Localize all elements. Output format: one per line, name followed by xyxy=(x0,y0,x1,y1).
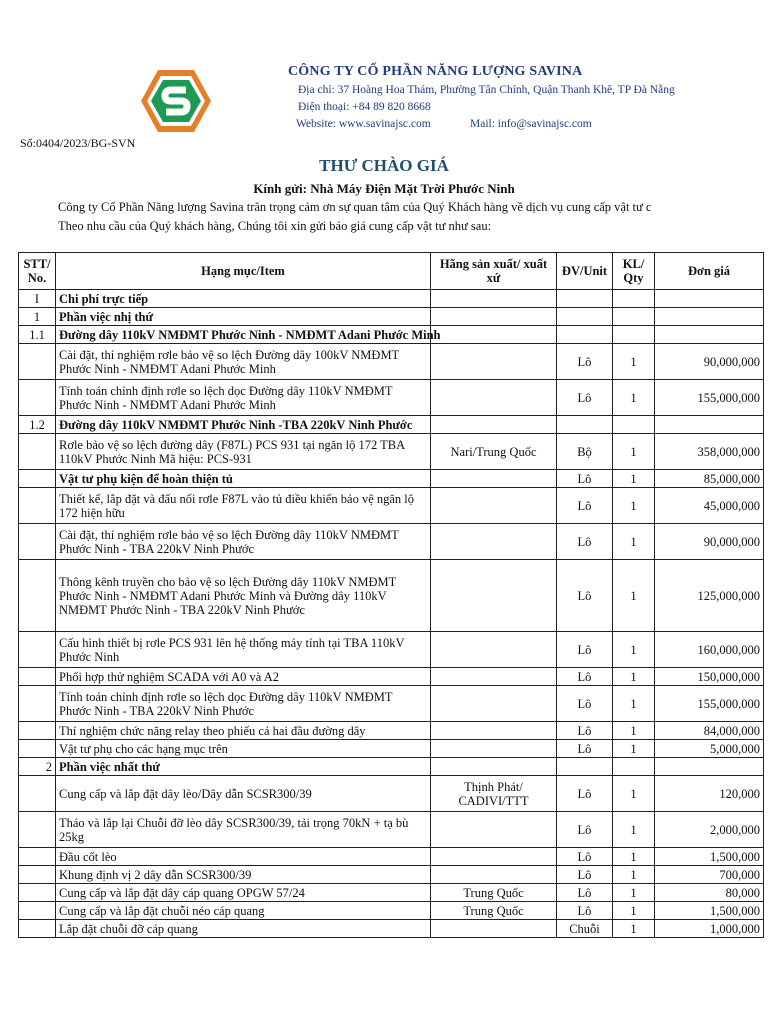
cell-unit: Lô xyxy=(557,884,613,902)
cell-unit: Lô xyxy=(557,488,613,524)
cell-qty xyxy=(613,416,655,434)
cell-qty: 1 xyxy=(613,434,655,470)
header-stt: STT/ No. xyxy=(19,253,56,290)
cell-price: 358,000,000 xyxy=(655,434,764,470)
cell-qty: 1 xyxy=(613,722,655,740)
header-unit: ĐV/Unit xyxy=(557,253,613,290)
cell-qty: 1 xyxy=(613,380,655,416)
cell-maker xyxy=(431,722,557,740)
cell-stt xyxy=(19,686,56,722)
cell-item: Phần việc nhất thứ xyxy=(56,758,431,776)
cell-qty: 1 xyxy=(613,668,655,686)
savina-logo xyxy=(140,68,212,134)
cell-stt xyxy=(19,668,56,686)
cell-item: Khung định vị 2 dây dẫn SCSR300/39 xyxy=(56,866,431,884)
intro-line-1: Công ty Cổ Phần Năng lượng Savina trân trọng cảm ơn sự quan tâm của Quý Khách hàng về dịch vụ cung cấp vật tư c xyxy=(58,200,652,214)
table-row xyxy=(19,290,764,308)
cell-maker xyxy=(431,470,557,488)
cell-stt xyxy=(19,470,56,488)
cell-stt xyxy=(19,722,56,740)
table-row xyxy=(19,866,764,884)
cell-maker xyxy=(431,326,557,344)
cell-unit: Lô xyxy=(557,686,613,722)
table-body xyxy=(19,290,764,938)
cell-maker xyxy=(431,848,557,866)
cell-unit: Lô xyxy=(557,380,613,416)
cell-qty: 1 xyxy=(613,920,655,938)
cell-price xyxy=(655,416,764,434)
cell-maker xyxy=(431,866,557,884)
cell-price: 1,000,000 xyxy=(655,920,764,938)
cell-unit xyxy=(557,290,613,308)
cell-qty: 1 xyxy=(613,902,655,920)
cell-maker xyxy=(431,308,557,326)
document-title: THƯ CHÀO GIÁ xyxy=(319,156,449,175)
cell-qty: 1 xyxy=(613,884,655,902)
cell-stt xyxy=(19,866,56,884)
cell-stt xyxy=(19,380,56,416)
table-row xyxy=(19,668,764,686)
cell-stt: 1.1 xyxy=(19,326,56,344)
cell-maker xyxy=(431,812,557,848)
table-row xyxy=(19,884,764,902)
cell-unit: Lô xyxy=(557,722,613,740)
cell-unit: Lô xyxy=(557,812,613,848)
cell-qty xyxy=(613,290,655,308)
cell-unit: Lô xyxy=(557,902,613,920)
cell-qty: 1 xyxy=(613,740,655,758)
cell-item: Cài đặt, thí nghiệm rơle bảo vệ so lệch Đường dây 110kV NMĐMT Phước Ninh - TBA 220kV Ninh Phước xyxy=(56,524,431,560)
cell-maker xyxy=(431,416,557,434)
cell-qty: 1 xyxy=(613,866,655,884)
cell-qty: 1 xyxy=(613,848,655,866)
table-row xyxy=(19,758,764,776)
cell-price: 84,000,000 xyxy=(655,722,764,740)
cell-item: Đường dây 110kV NMĐMT Phước Ninh - NMĐMT Adani Phước Minh xyxy=(56,326,431,344)
cell-stt xyxy=(19,632,56,668)
cell-maker xyxy=(431,380,557,416)
cell-unit xyxy=(557,758,613,776)
table-row xyxy=(19,722,764,740)
cell-qty: 1 xyxy=(613,812,655,848)
cell-item: Lắp đặt chuỗi đỡ cáp quang xyxy=(56,920,431,938)
cell-unit xyxy=(557,326,613,344)
cell-unit: Lô xyxy=(557,848,613,866)
cell-item: Tháo và lắp lại Chuỗi đỡ lèo dây SCSR300/39, tải trọng 70kN + tạ bù 25kg xyxy=(56,812,431,848)
cell-price: 160,000,000 xyxy=(655,632,764,668)
cell-maker xyxy=(431,344,557,380)
cell-maker xyxy=(431,488,557,524)
cell-qty: 1 xyxy=(613,524,655,560)
document-number: Số:0404/2023/BG-SVN xyxy=(20,136,136,150)
cell-price: 155,000,000 xyxy=(655,380,764,416)
cell-maker xyxy=(431,740,557,758)
cell-stt: 1 xyxy=(19,308,56,326)
cell-price: 90,000,000 xyxy=(655,344,764,380)
cell-price: 45,000,000 xyxy=(655,488,764,524)
cell-item: Thiết kế, lắp đặt và đấu nối rơle F87L vào tủ điều khiển bảo vệ ngăn lộ 172 hiện hữu xyxy=(56,488,431,524)
cell-stt xyxy=(19,434,56,470)
table-row xyxy=(19,902,764,920)
company-name: CÔNG TY CỔ PHẦN NĂNG LƯỢNG SAVINA xyxy=(288,64,583,79)
cell-unit: Lô xyxy=(557,632,613,668)
cell-unit: Lô xyxy=(557,560,613,632)
cell-price: 80,000 xyxy=(655,884,764,902)
cell-price: 1,500,000 xyxy=(655,848,764,866)
cell-qty: 1 xyxy=(613,344,655,380)
cell-maker xyxy=(431,686,557,722)
cell-item: Phần việc nhị thứ xyxy=(56,308,431,326)
company-address: Địa chỉ: 37 Hoàng Hoa Thám, Phường Tân Chính, Quận Thanh Khê, TP Đà Nẵng xyxy=(298,84,675,96)
cell-item: Vật tư phụ cho các hạng mục trên xyxy=(56,740,431,758)
company-phone: Điện thoại: +84 89 820 8668 xyxy=(298,101,431,113)
cell-stt xyxy=(19,488,56,524)
table-row xyxy=(19,848,764,866)
table-row xyxy=(19,776,764,812)
cell-item: Tính toán chỉnh định rơle so lệch dọc Đường dây 110kV NMĐMT Phước Ninh - NMĐMT Adani Phước Minh xyxy=(56,380,431,416)
table-row xyxy=(19,560,764,632)
cell-item: Vật tư phụ kiện để hoàn thiện tủ xyxy=(56,470,431,488)
cell-stt xyxy=(19,920,56,938)
cell-qty: 1 xyxy=(613,632,655,668)
cell-maker xyxy=(431,920,557,938)
cell-item: Cài đặt, thí nghiệm rơle bảo vệ so lệch Đường dây 100kV NMĐMT Phước Ninh - NMĐMT Adani Phước Minh xyxy=(56,344,431,380)
cell-item: Đường dây 110kV NMĐMT Phước Ninh -TBA 220kV Ninh Phước xyxy=(56,416,431,434)
header-price: Đơn giá xyxy=(655,253,764,290)
cell-price: 125,000,000 xyxy=(655,560,764,632)
cell-stt xyxy=(19,740,56,758)
cell-item: Thông kênh truyền cho bảo vệ so lệch Đường dây 110kV NMĐMT Phước Ninh - NMĐMT Adani Phước Minh và Đường dây 110kV NMĐMT Phước Ninh - TBA 220kV Ninh Phước xyxy=(56,560,431,632)
quotation-table xyxy=(18,252,764,938)
cell-item: Phối hợp thử nghiệm SCADA với A0 và A2 xyxy=(56,668,431,686)
cell-price: 120,000 xyxy=(655,776,764,812)
cell-maker xyxy=(431,560,557,632)
cell-price: 155,000,000 xyxy=(655,686,764,722)
cell-price: 5,000,000 xyxy=(655,740,764,758)
cell-unit: Lô xyxy=(557,524,613,560)
cell-stt xyxy=(19,524,56,560)
company-website[interactable]: Website: www.savinajsc.com xyxy=(296,118,431,130)
cell-price: 150,000,000 xyxy=(655,668,764,686)
cell-unit: Bộ xyxy=(557,434,613,470)
cell-item: Đầu cốt lèo xyxy=(56,848,431,866)
cell-unit: Lô xyxy=(557,866,613,884)
cell-qty xyxy=(613,308,655,326)
table-row xyxy=(19,308,764,326)
cell-price: 2,000,000 xyxy=(655,812,764,848)
cell-maker: Nari/Trung Quốc xyxy=(431,434,557,470)
cell-item: Chi phí trực tiếp xyxy=(56,290,431,308)
table-row xyxy=(19,434,764,470)
cell-price: 90,000,000 xyxy=(655,524,764,560)
cell-qty xyxy=(613,758,655,776)
cell-qty: 1 xyxy=(613,776,655,812)
cell-price: 85,000,000 xyxy=(655,470,764,488)
cell-stt: 1.2 xyxy=(19,416,56,434)
cell-qty xyxy=(613,326,655,344)
cell-maker xyxy=(431,290,557,308)
table-row xyxy=(19,524,764,560)
cell-item: Rơle bảo vệ so lệch đường dây (F87L) PCS 931 tại ngăn lộ 172 TBA 110kV Phước Ninh Mã hiệu: PCS-931 xyxy=(56,434,431,470)
cell-item: Cung cấp và lắp đặt dây cáp quang OPGW 57/24 xyxy=(56,884,431,902)
cell-price xyxy=(655,308,764,326)
recipient: Kính gửi: Nhà Máy Điện Mặt Trời Phước Ninh xyxy=(253,181,515,196)
table-row xyxy=(19,470,764,488)
company-mail[interactable]: Mail: info@savinajsc.com xyxy=(470,118,592,130)
cell-unit xyxy=(557,416,613,434)
cell-stt xyxy=(19,902,56,920)
table-row xyxy=(19,740,764,758)
cell-maker xyxy=(431,632,557,668)
intro-line-2: Theo nhu cầu của Quý khách hàng, Chúng tôi xin gửi báo giá cung cấp vật tư như sau: xyxy=(58,219,492,233)
cell-maker: Trung Quốc xyxy=(431,884,557,902)
table-row xyxy=(19,632,764,668)
cell-item: Cấu hình thiết bị rơle PCS 931 lên hệ thống máy tính tại TBA 110kV Phước Ninh xyxy=(56,632,431,668)
cell-stt: 2 xyxy=(19,758,56,776)
cell-unit: Lô xyxy=(557,470,613,488)
header-item: Hạng mục/Item xyxy=(56,253,431,290)
cell-item: Cung cấp và lắp đặt chuỗi néo cáp quang xyxy=(56,902,431,920)
cell-maker xyxy=(431,758,557,776)
cell-stt xyxy=(19,884,56,902)
cell-stt xyxy=(19,848,56,866)
cell-qty: 1 xyxy=(613,686,655,722)
table-row xyxy=(19,416,764,434)
header-maker: Hãng sản xuất/ xuất xứ xyxy=(431,253,557,290)
cell-stt xyxy=(19,560,56,632)
table-row xyxy=(19,920,764,938)
header-qty: KL/ Qty xyxy=(613,253,655,290)
cell-qty: 1 xyxy=(613,470,655,488)
table-header-row xyxy=(19,253,764,290)
cell-item: Tính toán chỉnh định rơle so lệch dọc Đường dây 110kV NMĐMT Phước Ninh - TBA 220kV Ninh Phước xyxy=(56,686,431,722)
cell-price: 1,500,000 xyxy=(655,902,764,920)
cell-stt xyxy=(19,776,56,812)
cell-price xyxy=(655,326,764,344)
cell-item: Thí nghiệm chức năng relay theo phiếu cả hai đầu đường dây xyxy=(56,722,431,740)
cell-item: Cung cấp và lắp đặt dây lèo/Dây dẫn SCSR300/39 xyxy=(56,776,431,812)
cell-unit xyxy=(557,308,613,326)
table-row xyxy=(19,812,764,848)
cell-unit: Lô xyxy=(557,668,613,686)
table-row xyxy=(19,488,764,524)
cell-maker xyxy=(431,668,557,686)
cell-unit: Lô xyxy=(557,776,613,812)
cell-stt: I xyxy=(19,290,56,308)
cell-qty: 1 xyxy=(613,488,655,524)
cell-unit: Chuỗi xyxy=(557,920,613,938)
cell-maker xyxy=(431,524,557,560)
cell-maker: Thịnh Phát/ CADIVI/TTT xyxy=(431,776,557,812)
cell-qty: 1 xyxy=(613,560,655,632)
cell-unit: Lô xyxy=(557,344,613,380)
table-row xyxy=(19,344,764,380)
table-row xyxy=(19,380,764,416)
cell-unit: Lô xyxy=(557,740,613,758)
table-row xyxy=(19,326,764,344)
cell-price xyxy=(655,758,764,776)
table-row xyxy=(19,686,764,722)
cell-maker: Trung Quốc xyxy=(431,902,557,920)
cell-stt xyxy=(19,344,56,380)
cell-price: 700,000 xyxy=(655,866,764,884)
cell-price xyxy=(655,290,764,308)
cell-stt xyxy=(19,812,56,848)
